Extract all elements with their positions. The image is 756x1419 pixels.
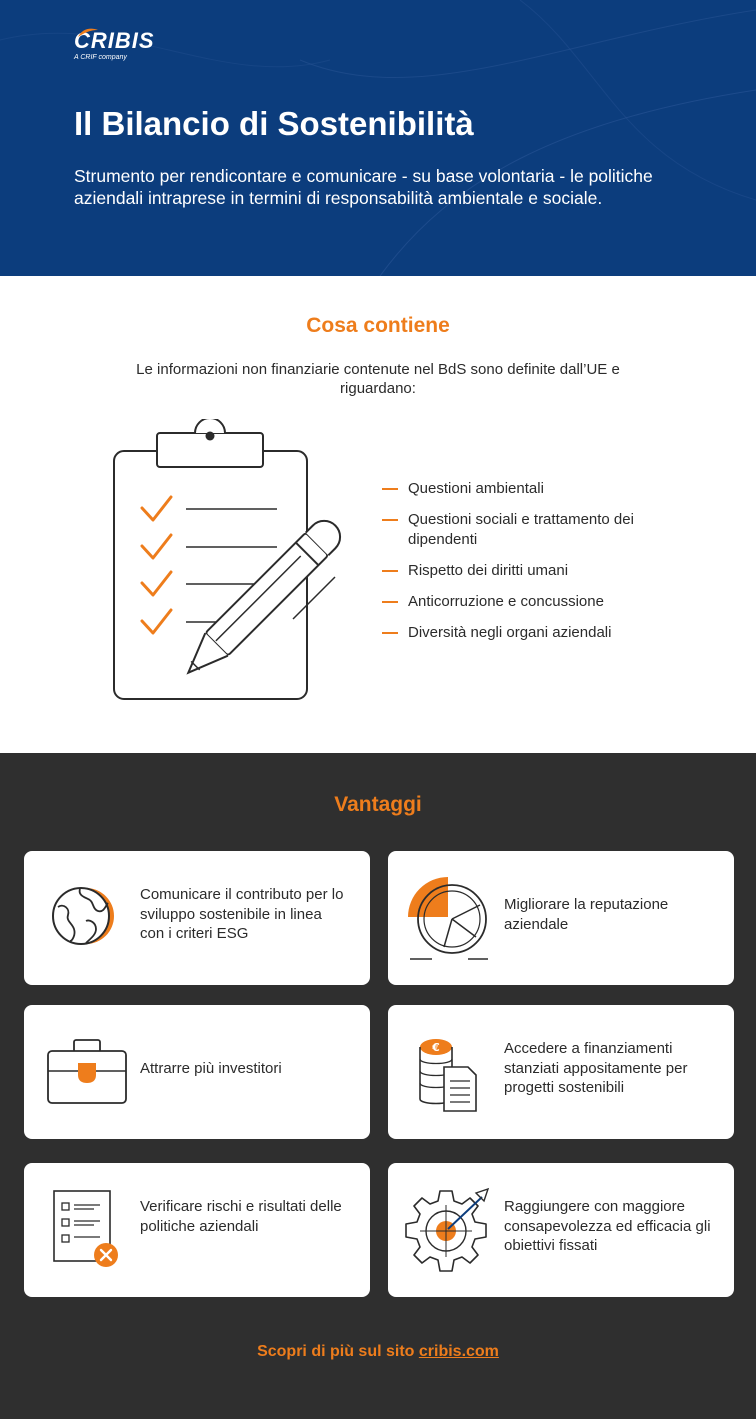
advantage-card-investors xyxy=(24,1005,370,1139)
clipboard-checklist-pen-icon xyxy=(105,419,355,709)
advantage-card-reputation xyxy=(388,851,734,985)
svg-text:€: € xyxy=(432,1041,440,1054)
advantage-card-esg xyxy=(24,851,370,985)
advantage-text: Comunicare il contributo per lo sviluppo sostenibile in linea con i criteri ESG xyxy=(140,886,344,942)
dash-bullet-icon xyxy=(382,519,398,521)
contents-intro: Le informazioni non finanziarie contenute nel BdS sono definite dall’UE e riguardano: xyxy=(136,361,620,397)
list-item: Rispetto dei diritti umani xyxy=(382,561,672,581)
contents-title: Cosa contiene xyxy=(306,314,450,337)
advantage-card-goals xyxy=(388,1163,734,1297)
advantages-title: Vantaggi xyxy=(334,793,422,816)
dash-bullet-icon xyxy=(382,488,398,490)
footer-prefix: Scopri di più sul sito xyxy=(257,1343,419,1360)
dash-bullet-icon xyxy=(382,632,398,634)
list-item: Questioni ambientali xyxy=(382,479,672,499)
advantage-text: Raggiungere con maggiore consapevolezza ed efficacia gli obiettivi fissati xyxy=(504,1198,711,1254)
logo-tagline: A CRIF company xyxy=(74,54,127,61)
advantage-text: Attrarre più investitori xyxy=(140,1060,282,1077)
advantages-section xyxy=(0,753,756,1419)
list-item: Diversità negli organi aziendali xyxy=(382,623,672,643)
dash-bullet-icon xyxy=(382,570,398,572)
pie-chart-icon xyxy=(408,875,492,961)
advantage-card-funding xyxy=(388,1005,734,1139)
header-banner xyxy=(0,0,756,276)
footer-cta xyxy=(0,1343,756,1361)
logo-wordmark: CRIBIS xyxy=(74,28,155,53)
advantage-text: Migliorare la reputazione aziendale xyxy=(504,896,669,933)
logo-swoosh-icon xyxy=(76,27,100,39)
briefcase-icon xyxy=(46,1037,128,1107)
list-item: Anticorruzione e concussione xyxy=(382,592,672,612)
advantage-text: Verificare rischi e risultati delle politiche aziendali xyxy=(140,1198,342,1235)
topics-list xyxy=(382,479,672,654)
page-subtitle: Strumento per rendicontare e comunicare - su base volontaria - le politiche aziendali intraprese in termini di responsabilità ambientale e sociale. xyxy=(74,166,653,208)
advantage-card-risks xyxy=(24,1163,370,1297)
list-item: Questioni sociali e trattamento dei dipendenti xyxy=(382,510,672,550)
advantage-text: Accedere a finanziamenti stanziati appositamente per progetti sostenibili xyxy=(504,1040,688,1096)
gear-target-icon xyxy=(402,1185,494,1275)
checklist-error-icon xyxy=(52,1189,122,1271)
page-title: Il Bilancio di Sostenibilità xyxy=(74,105,474,142)
cribis-link[interactable]: cribis.com xyxy=(418,1343,499,1360)
contents-section xyxy=(0,276,756,753)
euro-coins-document-icon xyxy=(414,1033,484,1113)
dash-bullet-icon xyxy=(382,601,398,603)
globe-icon xyxy=(50,885,120,947)
cribis-logo[interactable] xyxy=(74,30,155,62)
